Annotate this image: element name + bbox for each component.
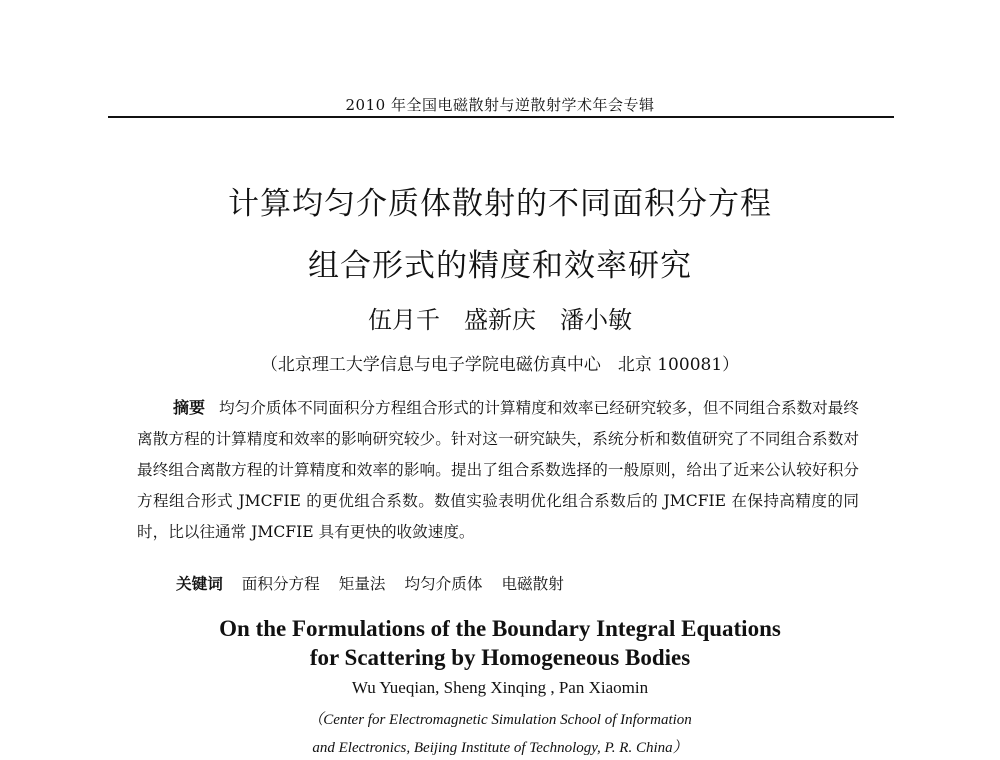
abstract bbox=[137, 392, 859, 548]
abstract-label: 摘要 bbox=[173, 398, 206, 417]
header-rule bbox=[108, 116, 894, 118]
keyword: 矩量法 bbox=[338, 575, 386, 593]
keyword: 均匀介质体 bbox=[404, 575, 483, 593]
abstract-text: 均匀介质体不同面积分方程组合形式的计算精度和效率已经研究较多，但不同组合系数对最终离散方程的计算精度和效率的影响研究较少。针对这一研究缺失，系统分析和数值研究了不同组合系数对最终组合离散方程的计算精度和效率的影响。提出了组合系数选择的一般原则，给出了近来公认较好积分方程组合形式 JMCFIE 的更优组合系数。数值实验表明优化组合系数后的 JMCFIE 在保持高精度的同时，比以往通常 JMCFIE 具有更快的收敛速度。 bbox=[137, 399, 859, 541]
affiliation-cn: （北京理工大学信息与电子学院电磁仿真中心 北京 100081） bbox=[260, 355, 740, 375]
title-en-line2: for Scattering by Homogeneous Bodies bbox=[309, 645, 691, 670]
affiliation-en-line2: and Electronics, Beijing Institute of Technology, P. R. China） bbox=[312, 740, 688, 756]
authors-cn: 伍月千 盛新庆 潘小敏 bbox=[368, 306, 632, 334]
keyword: 面积分方程 bbox=[241, 575, 320, 593]
keyword: 电磁散射 bbox=[501, 575, 564, 593]
affiliation-en-line1: （Center for Electromagnetic Simulation School of Information bbox=[308, 712, 692, 728]
title-cn-line2: 组合形式的精度和效率研究 bbox=[308, 248, 692, 284]
authors-en: Wu Yueqian, Sheng Xinqing , Pan Xiaomin bbox=[351, 678, 649, 697]
keywords-label: 关键词 bbox=[176, 574, 223, 593]
running-header: 2010 年全国电磁散射与逆散射学术年会专辑 bbox=[345, 96, 655, 114]
title-cn-line1: 计算均匀介质体散射的不同面积分方程 bbox=[228, 186, 772, 222]
keywords bbox=[176, 572, 578, 594]
title-en-line1: On the Formulations of the Boundary Integral Equations bbox=[219, 616, 781, 641]
